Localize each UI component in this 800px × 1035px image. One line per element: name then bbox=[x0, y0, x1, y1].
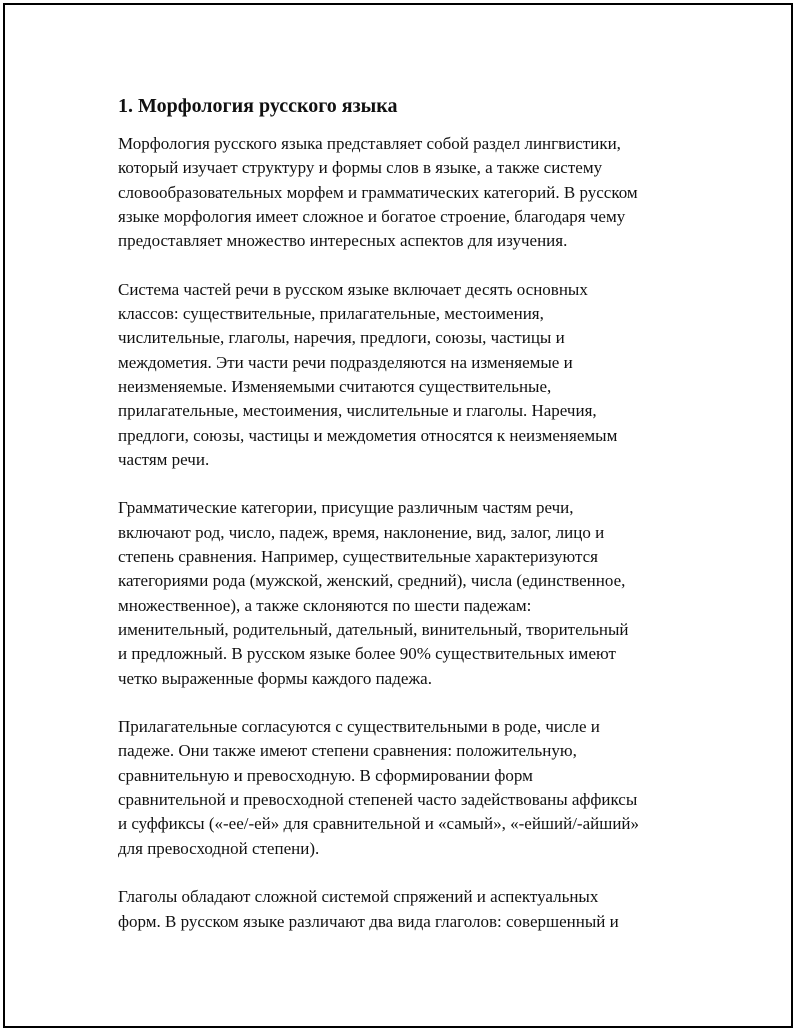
text-line: частям речи. bbox=[118, 449, 210, 469]
text-line: сравнительной и превосходной степеней часто задействованы аффиксы bbox=[118, 790, 638, 810]
document-title: 1. Морфология русского языка bbox=[118, 95, 398, 117]
text-line: множественное), а также склоняются по шести падежам: bbox=[118, 595, 532, 615]
text-line: числительные, глаголы, наречия, предлоги, союзы, частицы и bbox=[118, 328, 565, 348]
text-line: который изучает структуру и формы слов в языке, а также систему bbox=[118, 158, 603, 178]
text-line: четко выраженные формы каждого падежа. bbox=[118, 668, 432, 688]
text-line: Прилагательные согласуются с существительными в роде, числе и bbox=[118, 717, 600, 737]
text-line: Морфология русского языка представляет собой раздел лингвистики, bbox=[118, 134, 621, 153]
paragraph-2 bbox=[118, 278, 698, 472]
text-line: классов: существительные, прилагательные, местоимения, bbox=[118, 304, 544, 324]
paragraph-5 bbox=[118, 885, 698, 934]
text-line: Система частей речи в русском языке включает десять основных bbox=[118, 279, 588, 299]
text-line: падеже. Они также имеют степени сравнения: положительную, bbox=[118, 741, 577, 761]
text-line: Глаголы обладают сложной системой спряжений и аспектуальных bbox=[118, 887, 599, 907]
text-line: включают род, число, падеж, время, наклонение, вид, залог, лицо и bbox=[118, 522, 605, 542]
text-line: Грамматические категории, присущие различным частям речи, bbox=[118, 498, 574, 518]
text-line: для превосходной степени). bbox=[118, 838, 320, 858]
text-line: степень сравнения. Например, существительные характеризуются bbox=[118, 547, 598, 567]
text-line: именительный, родительный, дательный, винительный, творительный bbox=[118, 619, 629, 639]
text-line: прилагательные, местоимения, числительные и глаголы. Наречия, bbox=[118, 401, 597, 421]
text-line: и предложный. В русском языке более 90% существительных имеют bbox=[118, 644, 616, 664]
paragraph-3 bbox=[118, 496, 698, 690]
text-line: и суффиксы («-ее/-ей» для сравнительной и «самый», «-ейший/-айший» bbox=[118, 814, 640, 834]
text-line: категориями рода (мужской, женский, средний), числа (единственное, bbox=[118, 571, 626, 591]
text-line: словообразовательных морфем и грамматических категорий. В русском bbox=[118, 182, 638, 202]
paragraph-4 bbox=[118, 715, 698, 861]
text-line: предлоги, союзы, частицы и междометия относятся к неизменяемым bbox=[118, 425, 618, 445]
text-line: предоставляет множество интересных аспектов для изучения. bbox=[118, 231, 568, 251]
text-line: языке морфология имеет сложное и богатое строение, благодаря чему bbox=[118, 206, 626, 226]
text-line: форм. В русском языке различают два вида глаголов: совершенный и bbox=[118, 911, 619, 931]
text-line: сравнительную и превосходную. В сформировании форм bbox=[118, 765, 533, 785]
text-line: неизменяемые. Изменяемыми считаются существительные, bbox=[118, 376, 552, 396]
document-body bbox=[118, 92, 698, 958]
paragraph-1 bbox=[118, 132, 698, 253]
text-line: междометия. Эти части речи подразделяются на изменяемые и bbox=[118, 352, 573, 372]
